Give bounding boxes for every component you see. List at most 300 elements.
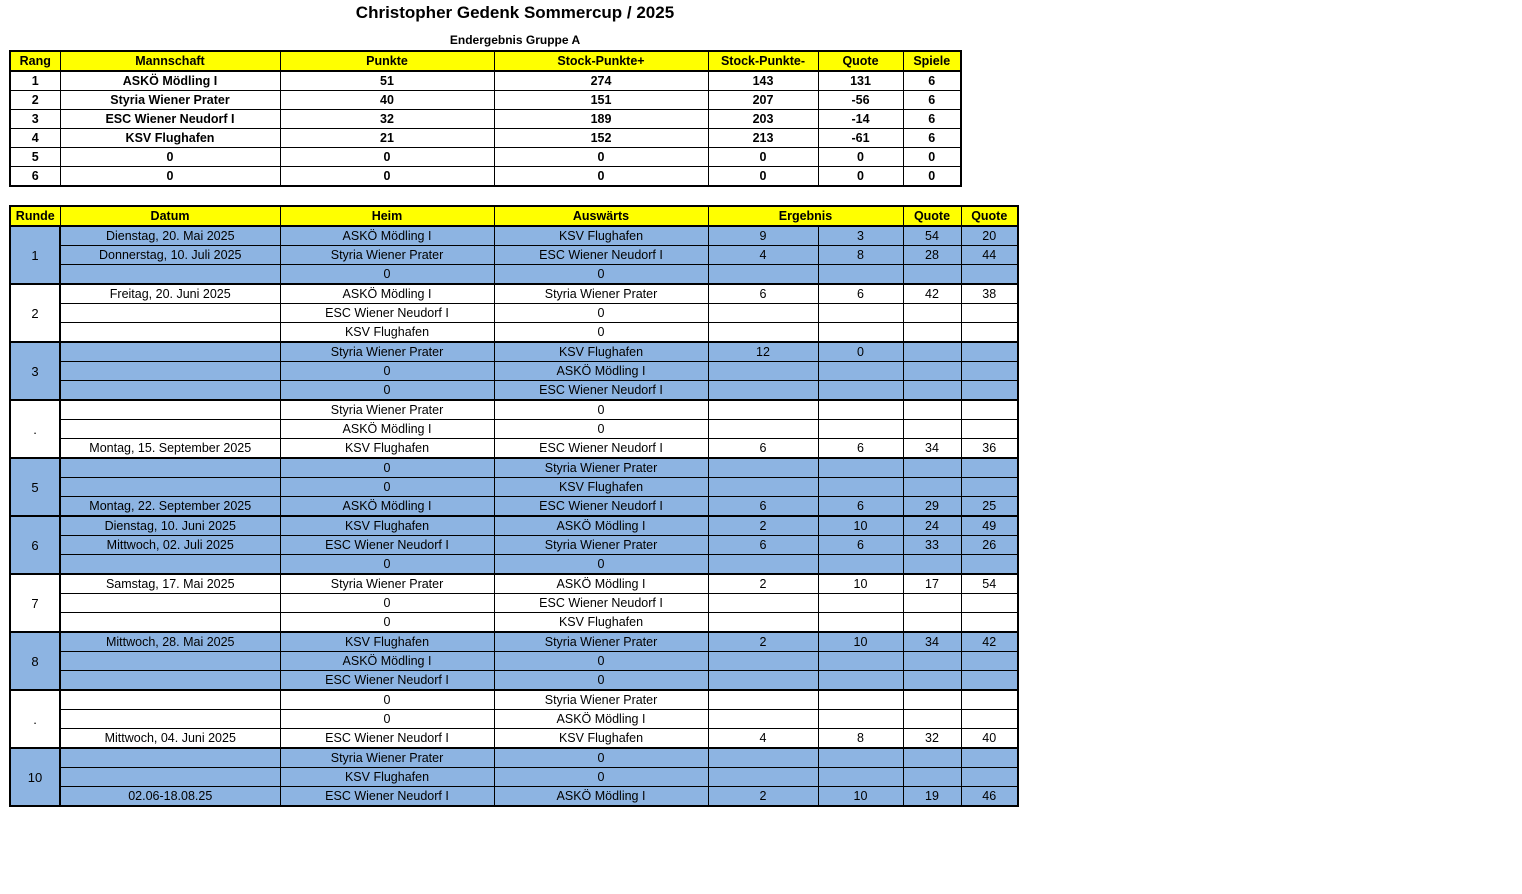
round-number: .: [10, 400, 60, 458]
column-header-rang: Rang: [10, 51, 60, 71]
round-number: 5: [10, 458, 60, 516]
standings-cell-mannschaft: 0: [60, 167, 280, 187]
game-cell-heim: ASKÖ Mödling I: [280, 420, 494, 439]
game-cell-quote-home: [903, 613, 961, 633]
schedule-game-row: [10, 226, 1018, 246]
game-cell-auswaerts: ESC Wiener Neudorf I: [494, 497, 708, 517]
game-cell-quote-home: [903, 323, 961, 343]
schedule-round: [10, 458, 1018, 516]
game-cell-heim: 0: [280, 710, 494, 729]
game-cell-auswaerts: ASKÖ Mödling I: [494, 516, 708, 536]
game-cell-ergebnis-home: 2: [708, 632, 818, 652]
game-cell-ergebnis-home: [708, 381, 818, 401]
game-cell-ergebnis-away: [818, 458, 903, 478]
standings-cell-spiele: 0: [903, 148, 961, 167]
game-cell-ergebnis-away: [818, 400, 903, 420]
game-cell-heim: ASKÖ Mödling I: [280, 284, 494, 304]
game-cell-auswaerts: ESC Wiener Neudorf I: [494, 594, 708, 613]
game-cell-quote-home: 32: [903, 729, 961, 749]
game-cell-heim: 0: [280, 362, 494, 381]
game-cell-ergebnis-home: [708, 400, 818, 420]
game-cell-datum: Mittwoch, 02. Juli 2025: [60, 536, 280, 555]
game-cell-ergebnis-away: 10: [818, 632, 903, 652]
schedule-round: [10, 516, 1018, 574]
column-header-stock-punkte-plus: Stock-Punkte+: [494, 51, 708, 71]
game-cell-auswaerts: 0: [494, 323, 708, 343]
game-cell-datum: [60, 400, 280, 420]
game-cell-datum: [60, 768, 280, 787]
column-header-mannschaft: Mannschaft: [60, 51, 280, 71]
standings-cell-rang: 3: [10, 110, 60, 129]
game-cell-quote-home: [903, 555, 961, 575]
game-cell-heim: 0: [280, 594, 494, 613]
standings-cell-stock-punkte-plus: 151: [494, 91, 708, 110]
game-cell-quote-away: [961, 671, 1018, 691]
game-cell-quote-away: [961, 362, 1018, 381]
game-cell-ergebnis-away: 0: [818, 342, 903, 362]
game-cell-heim: 0: [280, 265, 494, 285]
game-cell-auswaerts: Styria Wiener Prater: [494, 632, 708, 652]
game-cell-quote-home: [903, 362, 961, 381]
game-cell-heim: KSV Flughafen: [280, 516, 494, 536]
game-cell-datum: [60, 613, 280, 633]
game-cell-ergebnis-away: [818, 671, 903, 691]
game-cell-quote-home: 17: [903, 574, 961, 594]
game-cell-ergebnis-home: 2: [708, 574, 818, 594]
game-cell-auswaerts: ASKÖ Mödling I: [494, 574, 708, 594]
game-cell-quote-home: [903, 265, 961, 285]
game-cell-quote-away: 44: [961, 246, 1018, 265]
game-cell-datum: Freitag, 20. Juni 2025: [60, 284, 280, 304]
game-cell-ergebnis-home: [708, 362, 818, 381]
column-header-heim: Heim: [280, 206, 494, 226]
schedule-game-row: [10, 787, 1018, 807]
game-cell-datum: [60, 381, 280, 401]
column-header-ergebnis: Ergebnis: [708, 206, 903, 226]
game-cell-ergebnis-home: [708, 265, 818, 285]
game-cell-heim: ASKÖ Mödling I: [280, 652, 494, 671]
game-cell-datum: [60, 555, 280, 575]
game-cell-auswaerts: ESC Wiener Neudorf I: [494, 381, 708, 401]
column-header-datum: Datum: [60, 206, 280, 226]
page-title: Christopher Gedenk Sommercup / 2025: [355, 3, 675, 22]
schedule-game-row: [10, 671, 1018, 691]
game-cell-ergebnis-home: 6: [708, 497, 818, 517]
standings-cell-spiele: 6: [903, 91, 961, 110]
round-number: 10: [10, 748, 60, 806]
schedule-round: [10, 690, 1018, 748]
game-cell-datum: [60, 594, 280, 613]
game-cell-quote-away: [961, 265, 1018, 285]
game-cell-ergebnis-home: [708, 710, 818, 729]
game-cell-quote-away: 46: [961, 787, 1018, 807]
game-cell-auswaerts: ASKÖ Mödling I: [494, 362, 708, 381]
schedule-game-row: [10, 748, 1018, 768]
game-cell-quote-away: [961, 710, 1018, 729]
game-cell-ergebnis-home: 12: [708, 342, 818, 362]
game-cell-datum: [60, 265, 280, 285]
standings-row: [10, 129, 961, 148]
game-cell-ergebnis-home: 6: [708, 439, 818, 459]
game-cell-quote-away: [961, 458, 1018, 478]
game-cell-quote-home: [903, 342, 961, 362]
game-cell-quote-away: [961, 400, 1018, 420]
game-cell-quote-home: [903, 420, 961, 439]
standings-cell-quote: 131: [818, 71, 903, 91]
schedule-game-row: [10, 265, 1018, 285]
game-cell-heim: 0: [280, 613, 494, 633]
game-cell-heim: ESC Wiener Neudorf I: [280, 787, 494, 807]
schedule-game-row: [10, 400, 1018, 420]
game-cell-ergebnis-home: [708, 652, 818, 671]
game-cell-quote-home: 54: [903, 226, 961, 246]
game-cell-auswaerts: Styria Wiener Prater: [494, 690, 708, 710]
game-cell-heim: 0: [280, 381, 494, 401]
game-cell-quote-away: [961, 594, 1018, 613]
game-cell-quote-home: 33: [903, 536, 961, 555]
game-cell-quote-home: [903, 594, 961, 613]
standings-cell-quote: 0: [818, 167, 903, 187]
column-header-spiele: Spiele: [903, 51, 961, 71]
standings-cell-quote: -56: [818, 91, 903, 110]
game-cell-heim: 0: [280, 458, 494, 478]
game-cell-auswaerts: Styria Wiener Prater: [494, 536, 708, 555]
standings-header-row: [10, 51, 961, 71]
game-cell-ergebnis-home: [708, 748, 818, 768]
game-cell-ergebnis-home: [708, 613, 818, 633]
schedule-game-row: [10, 710, 1018, 729]
game-cell-quote-home: 34: [903, 632, 961, 652]
standings-cell-stock-punkte-minus: 213: [708, 129, 818, 148]
standings-cell-mannschaft: KSV Flughafen: [60, 129, 280, 148]
schedule-round: [10, 284, 1018, 342]
game-cell-heim: Styria Wiener Prater: [280, 574, 494, 594]
schedule-game-row: [10, 284, 1018, 304]
game-cell-quote-home: [903, 710, 961, 729]
schedule-game-row: [10, 458, 1018, 478]
game-cell-datum: [60, 652, 280, 671]
game-cell-ergebnis-away: 10: [818, 574, 903, 594]
game-cell-auswaerts: KSV Flughafen: [494, 478, 708, 497]
game-cell-ergebnis-away: [818, 652, 903, 671]
schedule-game-row: [10, 768, 1018, 787]
standings-cell-rang: 5: [10, 148, 60, 167]
game-cell-heim: 0: [280, 478, 494, 497]
schedule-game-row: [10, 574, 1018, 594]
schedule-game-row: [10, 304, 1018, 323]
game-cell-quote-home: [903, 478, 961, 497]
game-cell-heim: KSV Flughafen: [280, 439, 494, 459]
schedule-game-row: [10, 497, 1018, 517]
game-cell-ergebnis-away: [818, 265, 903, 285]
game-cell-auswaerts: 0: [494, 748, 708, 768]
game-cell-datum: [60, 323, 280, 343]
game-cell-quote-away: [961, 555, 1018, 575]
game-cell-ergebnis-away: 3: [818, 226, 903, 246]
game-cell-quote-away: [961, 613, 1018, 633]
standings-row: [10, 167, 961, 187]
column-header-auswaerts: Auswärts: [494, 206, 708, 226]
standings-cell-mannschaft: ASKÖ Mödling I: [60, 71, 280, 91]
game-cell-auswaerts: KSV Flughafen: [494, 613, 708, 633]
schedule-game-row: [10, 478, 1018, 497]
game-cell-datum: [60, 710, 280, 729]
schedule-header-row: [10, 206, 1018, 226]
game-cell-auswaerts: KSV Flughafen: [494, 226, 708, 246]
standings-table: [9, 50, 962, 187]
game-cell-ergebnis-home: 2: [708, 516, 818, 536]
game-cell-quote-away: 38: [961, 284, 1018, 304]
game-cell-auswaerts: Styria Wiener Prater: [494, 458, 708, 478]
standings-cell-punkte: 0: [280, 167, 494, 187]
standings-cell-rang: 2: [10, 91, 60, 110]
standings-cell-punkte: 0: [280, 148, 494, 167]
game-cell-auswaerts: ESC Wiener Neudorf I: [494, 439, 708, 459]
game-cell-quote-home: [903, 304, 961, 323]
standings-cell-stock-punkte-minus: 143: [708, 71, 818, 91]
game-cell-quote-away: 49: [961, 516, 1018, 536]
schedule-round: [10, 400, 1018, 458]
game-cell-ergebnis-away: 6: [818, 536, 903, 555]
game-cell-ergebnis-away: [818, 362, 903, 381]
game-cell-ergebnis-away: [818, 768, 903, 787]
game-cell-quote-away: [961, 304, 1018, 323]
schedule-game-row: [10, 632, 1018, 652]
game-cell-heim: ASKÖ Mödling I: [280, 497, 494, 517]
game-cell-heim: Styria Wiener Prater: [280, 246, 494, 265]
game-cell-ergebnis-home: [708, 478, 818, 497]
standings-cell-stock-punkte-plus: 0: [494, 148, 708, 167]
game-cell-quote-home: 29: [903, 497, 961, 517]
schedule-game-row: [10, 420, 1018, 439]
round-number: 2: [10, 284, 60, 342]
game-cell-heim: KSV Flughafen: [280, 632, 494, 652]
standings-cell-stock-punkte-plus: 152: [494, 129, 708, 148]
standings-cell-punkte: 32: [280, 110, 494, 129]
game-cell-auswaerts: 0: [494, 555, 708, 575]
game-cell-quote-home: 24: [903, 516, 961, 536]
game-cell-auswaerts: 0: [494, 671, 708, 691]
schedule-round: [10, 574, 1018, 632]
game-cell-datum: Donnerstag, 10. Juli 2025: [60, 246, 280, 265]
schedule-table: [9, 205, 1019, 807]
game-cell-auswaerts: 0: [494, 265, 708, 285]
game-cell-quote-home: [903, 690, 961, 710]
game-cell-datum: Samstag, 17. Mai 2025: [60, 574, 280, 594]
standings-row: [10, 91, 961, 110]
schedule-round: [10, 632, 1018, 690]
game-cell-ergebnis-home: [708, 458, 818, 478]
schedule-round: [10, 748, 1018, 806]
standings-cell-stock-punkte-plus: 0: [494, 167, 708, 187]
game-cell-auswaerts: 0: [494, 420, 708, 439]
game-cell-ergebnis-home: 6: [708, 284, 818, 304]
standings-cell-quote: -61: [818, 129, 903, 148]
game-cell-ergebnis-away: 6: [818, 497, 903, 517]
game-cell-quote-home: 28: [903, 246, 961, 265]
game-cell-datum: [60, 304, 280, 323]
game-cell-ergebnis-home: [708, 690, 818, 710]
game-cell-ergebnis-home: [708, 323, 818, 343]
standings-cell-quote: 0: [818, 148, 903, 167]
game-cell-datum: [60, 362, 280, 381]
round-number: 7: [10, 574, 60, 632]
game-cell-ergebnis-home: [708, 768, 818, 787]
round-number: .: [10, 690, 60, 748]
game-cell-datum: 02.06-18.08.25: [60, 787, 280, 807]
schedule-round: [10, 342, 1018, 400]
game-cell-ergebnis-away: 10: [818, 516, 903, 536]
game-cell-datum: Dienstag, 20. Mai 2025: [60, 226, 280, 246]
game-cell-ergebnis-away: [818, 420, 903, 439]
game-cell-heim: ESC Wiener Neudorf I: [280, 536, 494, 555]
game-cell-heim: Styria Wiener Prater: [280, 748, 494, 768]
game-cell-quote-away: [961, 323, 1018, 343]
schedule-game-row: [10, 323, 1018, 343]
page-subtitle: Endergebnis Gruppe A: [449, 33, 581, 47]
game-cell-quote-home: 42: [903, 284, 961, 304]
schedule-game-row: [10, 652, 1018, 671]
game-cell-ergebnis-away: 8: [818, 246, 903, 265]
column-header-quote-home: Quote: [903, 206, 961, 226]
standings-cell-mannschaft: Styria Wiener Prater: [60, 91, 280, 110]
game-cell-ergebnis-away: [818, 613, 903, 633]
standings-cell-spiele: 6: [903, 110, 961, 129]
game-cell-quote-away: [961, 768, 1018, 787]
game-cell-quote-away: 25: [961, 497, 1018, 517]
game-cell-ergebnis-away: [818, 555, 903, 575]
game-cell-heim: Styria Wiener Prater: [280, 400, 494, 420]
game-cell-quote-home: [903, 381, 961, 401]
schedule-game-row: [10, 613, 1018, 633]
game-cell-quote-home: [903, 671, 961, 691]
game-cell-quote-away: 42: [961, 632, 1018, 652]
standings-cell-mannschaft: ESC Wiener Neudorf I: [60, 110, 280, 129]
game-cell-quote-away: 26: [961, 536, 1018, 555]
game-cell-heim: ASKÖ Mödling I: [280, 226, 494, 246]
round-number: 1: [10, 226, 60, 284]
column-header-runde: Runde: [10, 206, 60, 226]
schedule-game-row: [10, 246, 1018, 265]
game-cell-auswaerts: ESC Wiener Neudorf I: [494, 246, 708, 265]
game-cell-ergebnis-home: 9: [708, 226, 818, 246]
game-cell-auswaerts: ASKÖ Mödling I: [494, 787, 708, 807]
game-cell-quote-away: [961, 342, 1018, 362]
game-cell-ergebnis-away: [818, 710, 903, 729]
game-cell-heim: Styria Wiener Prater: [280, 342, 494, 362]
standings-cell-punkte: 40: [280, 91, 494, 110]
game-cell-ergebnis-away: [818, 594, 903, 613]
schedule-game-row: [10, 362, 1018, 381]
game-cell-ergebnis-away: [818, 748, 903, 768]
game-cell-datum: [60, 342, 280, 362]
game-cell-auswaerts: KSV Flughafen: [494, 729, 708, 749]
schedule-game-row: [10, 690, 1018, 710]
standings-row: [10, 71, 961, 91]
standings-cell-spiele: 6: [903, 71, 961, 91]
game-cell-quote-away: 54: [961, 574, 1018, 594]
game-cell-auswaerts: 0: [494, 768, 708, 787]
schedule-game-row: [10, 516, 1018, 536]
game-cell-heim: KSV Flughafen: [280, 768, 494, 787]
column-header-quote: Quote: [818, 51, 903, 71]
standings-cell-spiele: 0: [903, 167, 961, 187]
game-cell-auswaerts: 0: [494, 304, 708, 323]
game-cell-ergebnis-home: [708, 420, 818, 439]
game-cell-ergebnis-away: 6: [818, 284, 903, 304]
game-cell-quote-away: [961, 381, 1018, 401]
game-cell-quote-home: [903, 748, 961, 768]
game-cell-datum: Mittwoch, 04. Juni 2025: [60, 729, 280, 749]
game-cell-quote-home: [903, 768, 961, 787]
game-cell-ergebnis-home: 2: [708, 787, 818, 807]
round-number: 8: [10, 632, 60, 690]
game-cell-quote-home: 19: [903, 787, 961, 807]
game-cell-quote-away: [961, 690, 1018, 710]
schedule-game-row: [10, 536, 1018, 555]
game-cell-ergebnis-home: [708, 671, 818, 691]
game-cell-auswaerts: ASKÖ Mödling I: [494, 710, 708, 729]
standings-cell-rang: 1: [10, 71, 60, 91]
round-number: 6: [10, 516, 60, 574]
standings-cell-mannschaft: 0: [60, 148, 280, 167]
game-cell-heim: KSV Flughafen: [280, 323, 494, 343]
game-cell-datum: Mittwoch, 28. Mai 2025: [60, 632, 280, 652]
standings-cell-stock-punkte-minus: 203: [708, 110, 818, 129]
standings-cell-stock-punkte-plus: 189: [494, 110, 708, 129]
column-header-quote-away: Quote: [961, 206, 1018, 226]
game-cell-ergebnis-away: [818, 381, 903, 401]
game-cell-auswaerts: KSV Flughafen: [494, 342, 708, 362]
standings-cell-punkte: 51: [280, 71, 494, 91]
game-cell-ergebnis-home: 4: [708, 729, 818, 749]
schedule-game-row: [10, 594, 1018, 613]
game-cell-auswaerts: 0: [494, 400, 708, 420]
game-cell-datum: [60, 690, 280, 710]
standings-row: [10, 110, 961, 129]
game-cell-ergebnis-home: [708, 304, 818, 323]
game-cell-heim: ESC Wiener Neudorf I: [280, 671, 494, 691]
schedule-game-row: [10, 729, 1018, 749]
game-cell-ergebnis-home: 6: [708, 536, 818, 555]
standings-cell-stock-punkte-minus: 0: [708, 167, 818, 187]
standings-cell-punkte: 21: [280, 129, 494, 148]
game-cell-ergebnis-home: [708, 594, 818, 613]
game-cell-quote-home: 34: [903, 439, 961, 459]
game-cell-heim: ESC Wiener Neudorf I: [280, 304, 494, 323]
game-cell-quote-away: 36: [961, 439, 1018, 459]
schedule-game-row: [10, 381, 1018, 401]
column-header-stock-punkte-minus: Stock-Punkte-: [708, 51, 818, 71]
game-cell-datum: Dienstag, 10. Juni 2025: [60, 516, 280, 536]
schedule-game-row: [10, 342, 1018, 362]
game-cell-quote-away: [961, 652, 1018, 671]
game-cell-auswaerts: Styria Wiener Prater: [494, 284, 708, 304]
schedule-game-row: [10, 555, 1018, 575]
game-cell-datum: [60, 478, 280, 497]
game-cell-datum: [60, 420, 280, 439]
game-cell-quote-away: [961, 420, 1018, 439]
game-cell-ergebnis-away: 10: [818, 787, 903, 807]
round-number: 3: [10, 342, 60, 400]
game-cell-datum: [60, 748, 280, 768]
game-cell-quote-home: [903, 400, 961, 420]
column-header-punkte: Punkte: [280, 51, 494, 71]
game-cell-datum: Montag, 15. September 2025: [60, 439, 280, 459]
standings-cell-spiele: 6: [903, 129, 961, 148]
standings-cell-quote: -14: [818, 110, 903, 129]
game-cell-ergebnis-home: 4: [708, 246, 818, 265]
